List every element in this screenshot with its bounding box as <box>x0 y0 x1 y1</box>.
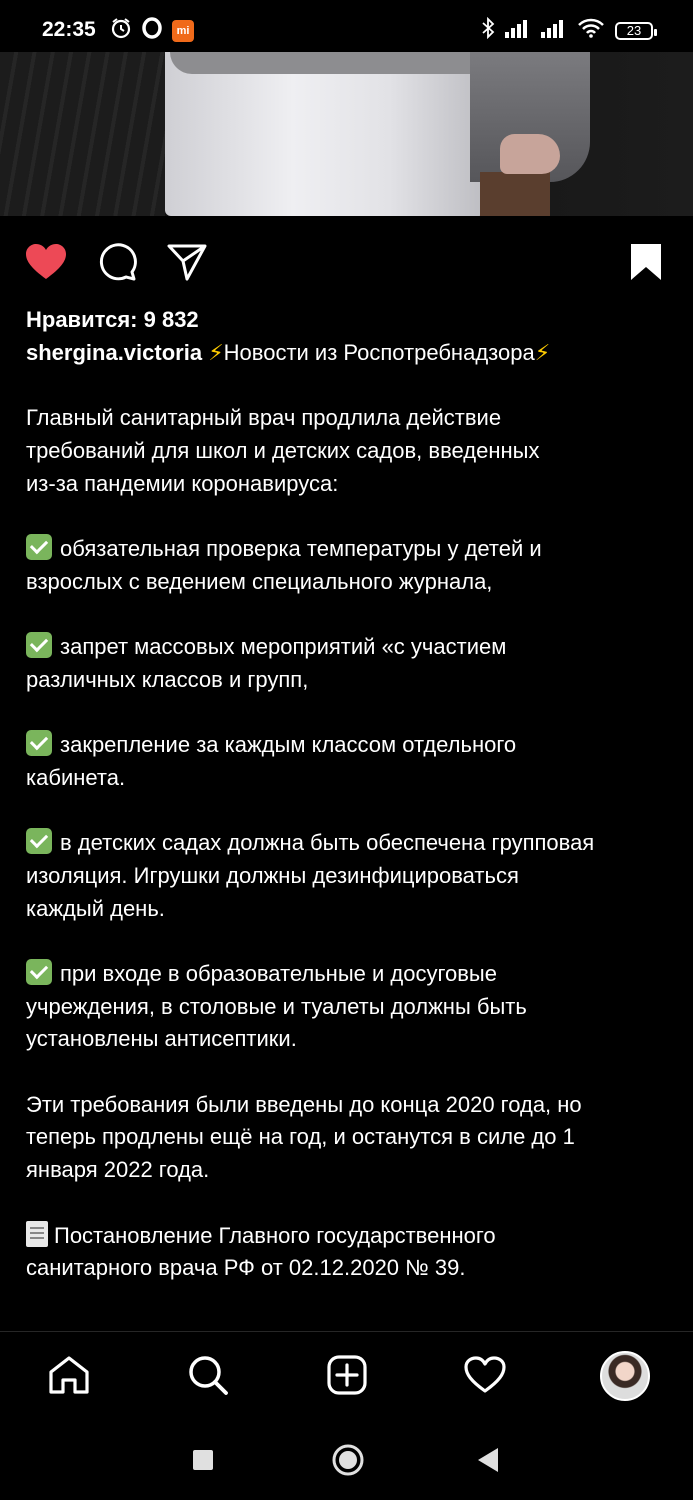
battery-icon: 23 <box>615 22 653 40</box>
recents-button[interactable] <box>193 1450 213 1475</box>
caption-item: закрепление за каждым классом отдельного кабинета. <box>26 732 517 790</box>
lightning-icon: ⚡ <box>208 339 224 365</box>
home-system-button[interactable] <box>331 1443 365 1482</box>
status-time: 22:35 <box>42 18 96 41</box>
back-triangle-icon <box>478 1459 498 1476</box>
opera-icon <box>142 17 162 44</box>
document-icon <box>26 1221 48 1247</box>
nav-home[interactable] <box>44 1352 94 1402</box>
bluetooth-icon <box>481 17 495 44</box>
caption-item: в детских садах должна быть обеспечена групповая изоляция. Игрушки должны дезинфицироваться каждый день. <box>26 830 595 921</box>
avatar <box>600 1351 650 1401</box>
add-post-icon <box>326 1354 368 1401</box>
caption-outro: Эти требования были введены до конца 2020 года, но теперь продлены ещё на год, и останутся в силе до 1 января 2022 года. <box>26 1091 582 1183</box>
circle-icon <box>331 1464 365 1481</box>
heart-outline-icon <box>463 1355 507 1400</box>
post-image[interactable] <box>0 52 693 216</box>
check-mark-icon <box>26 632 52 658</box>
image-background <box>0 52 165 216</box>
back-button[interactable] <box>478 1448 498 1477</box>
likes-count[interactable]: Нравится: 9 832 <box>26 307 199 332</box>
home-icon <box>48 1355 90 1400</box>
save-button[interactable] <box>624 240 668 284</box>
caption-item: запрет массовых мероприятий «с участием различных классов и групп, <box>26 633 507 692</box>
nav-create[interactable] <box>322 1352 372 1402</box>
wifi-icon <box>577 18 605 43</box>
check-mark-icon <box>26 828 52 854</box>
status-bar <box>0 0 693 52</box>
bookmark-filled-icon <box>629 243 663 281</box>
caption-title: Новости из Роспотребнадзора <box>223 339 535 365</box>
image-chair <box>480 172 550 216</box>
post-actions <box>0 232 693 290</box>
square-icon <box>193 1457 213 1474</box>
signal-icon <box>541 18 567 43</box>
nav-search[interactable] <box>183 1352 233 1402</box>
check-mark-icon <box>26 730 52 756</box>
comment-button[interactable] <box>95 240 139 284</box>
nav-activity[interactable] <box>460 1352 510 1402</box>
send-icon <box>167 243 207 281</box>
bottom-navigation <box>0 1331 693 1420</box>
caption-document: Постановление Главного государственного санитарного врача РФ от 02.12.2020 № 39. <box>26 1222 496 1281</box>
post-username[interactable]: shergina.victoria <box>26 339 203 365</box>
comment-icon <box>97 242 137 282</box>
nav-profile[interactable] <box>598 1349 652 1403</box>
lightning-icon: ⚡ <box>534 339 551 365</box>
alarm-icon <box>110 17 132 44</box>
search-icon <box>187 1354 229 1401</box>
heart-filled-icon <box>25 243 67 281</box>
image-skirt <box>165 52 485 216</box>
system-navigation <box>0 1420 693 1500</box>
check-mark-icon <box>26 534 52 560</box>
caption-item: обязательная проверка температуры у детей и взрослых с ведением специального журнала, <box>26 535 542 594</box>
post-caption <box>26 304 676 1285</box>
like-button[interactable] <box>24 240 68 284</box>
mi-icon: mi <box>172 20 194 42</box>
caption-intro: Главный санитарный врач продлила действие требований для школ и детских садов, введенных из-за пандемии коронавируса: <box>26 405 540 496</box>
share-button[interactable] <box>165 240 209 284</box>
caption-item: при входе в образовательные и досуговые учреждения, в столовые и туалеты должны быть установлены антисептики. <box>26 960 527 1052</box>
check-mark-icon <box>26 959 52 985</box>
image-hand <box>500 134 560 174</box>
signal-icon <box>505 18 531 43</box>
